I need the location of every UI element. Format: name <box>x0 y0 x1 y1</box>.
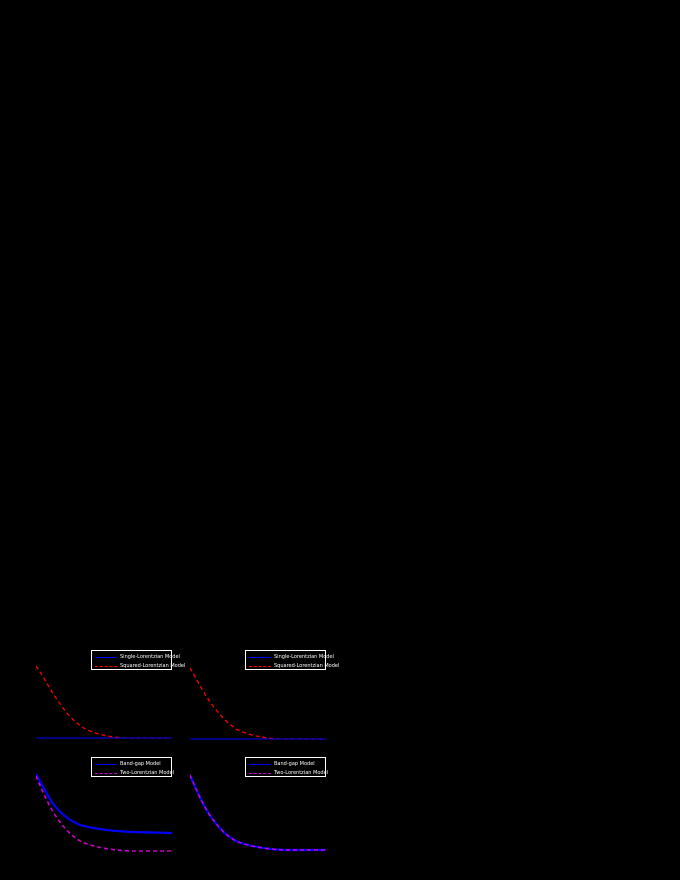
legend-entry <box>95 760 168 769</box>
legend-line-swatch-icon <box>95 764 117 765</box>
legend-label: Band-gap Model <box>120 761 161 767</box>
panel-bottom-left <box>36 757 175 860</box>
legend-bottom-left <box>91 757 175 777</box>
legend-label: Band-gap Model <box>274 761 315 767</box>
legend-entry <box>95 769 175 778</box>
panel-bottom-right <box>190 757 329 860</box>
legend-entry <box>249 653 334 662</box>
legend-entry <box>249 760 322 769</box>
series-squared-lorentzian <box>36 666 172 738</box>
legend-entry <box>95 662 186 671</box>
legend-dashed-swatch-icon <box>249 773 271 774</box>
legend-line-swatch-icon <box>249 657 271 658</box>
series-two-lorentzian <box>36 776 172 851</box>
panel-top-right <box>190 650 340 750</box>
legend-label: Squared-Lorentzian Model <box>120 663 186 669</box>
legend-dashed-swatch-icon <box>249 666 271 667</box>
legend-dashed-swatch-icon <box>95 666 117 667</box>
series-two-lorentzian <box>190 775 326 850</box>
legend-label: Single-Lorentzian Model <box>120 654 180 660</box>
legend-label: Two-Lorentzian Model <box>120 770 175 776</box>
legend-label: Squared-Lorentzian Model <box>274 663 340 669</box>
legend-label: Single-Lorentzian Model <box>274 654 334 660</box>
legend-line-swatch-icon <box>249 764 271 765</box>
legend-line-swatch-icon <box>95 657 117 658</box>
legend-top-left <box>91 650 186 670</box>
legend-entry <box>249 662 340 671</box>
legend-bottom-right <box>245 757 329 777</box>
series-band-gap <box>36 774 172 833</box>
legend-dashed-swatch-icon <box>95 773 117 774</box>
legend-entry <box>249 769 329 778</box>
series-squared-lorentzian <box>190 668 326 739</box>
panel-top-left <box>36 650 186 750</box>
legend-entry <box>95 653 180 662</box>
legend-label: Two-Lorentzian Model <box>274 770 329 776</box>
legend-top-right <box>245 650 340 670</box>
series-band-gap <box>190 775 326 850</box>
